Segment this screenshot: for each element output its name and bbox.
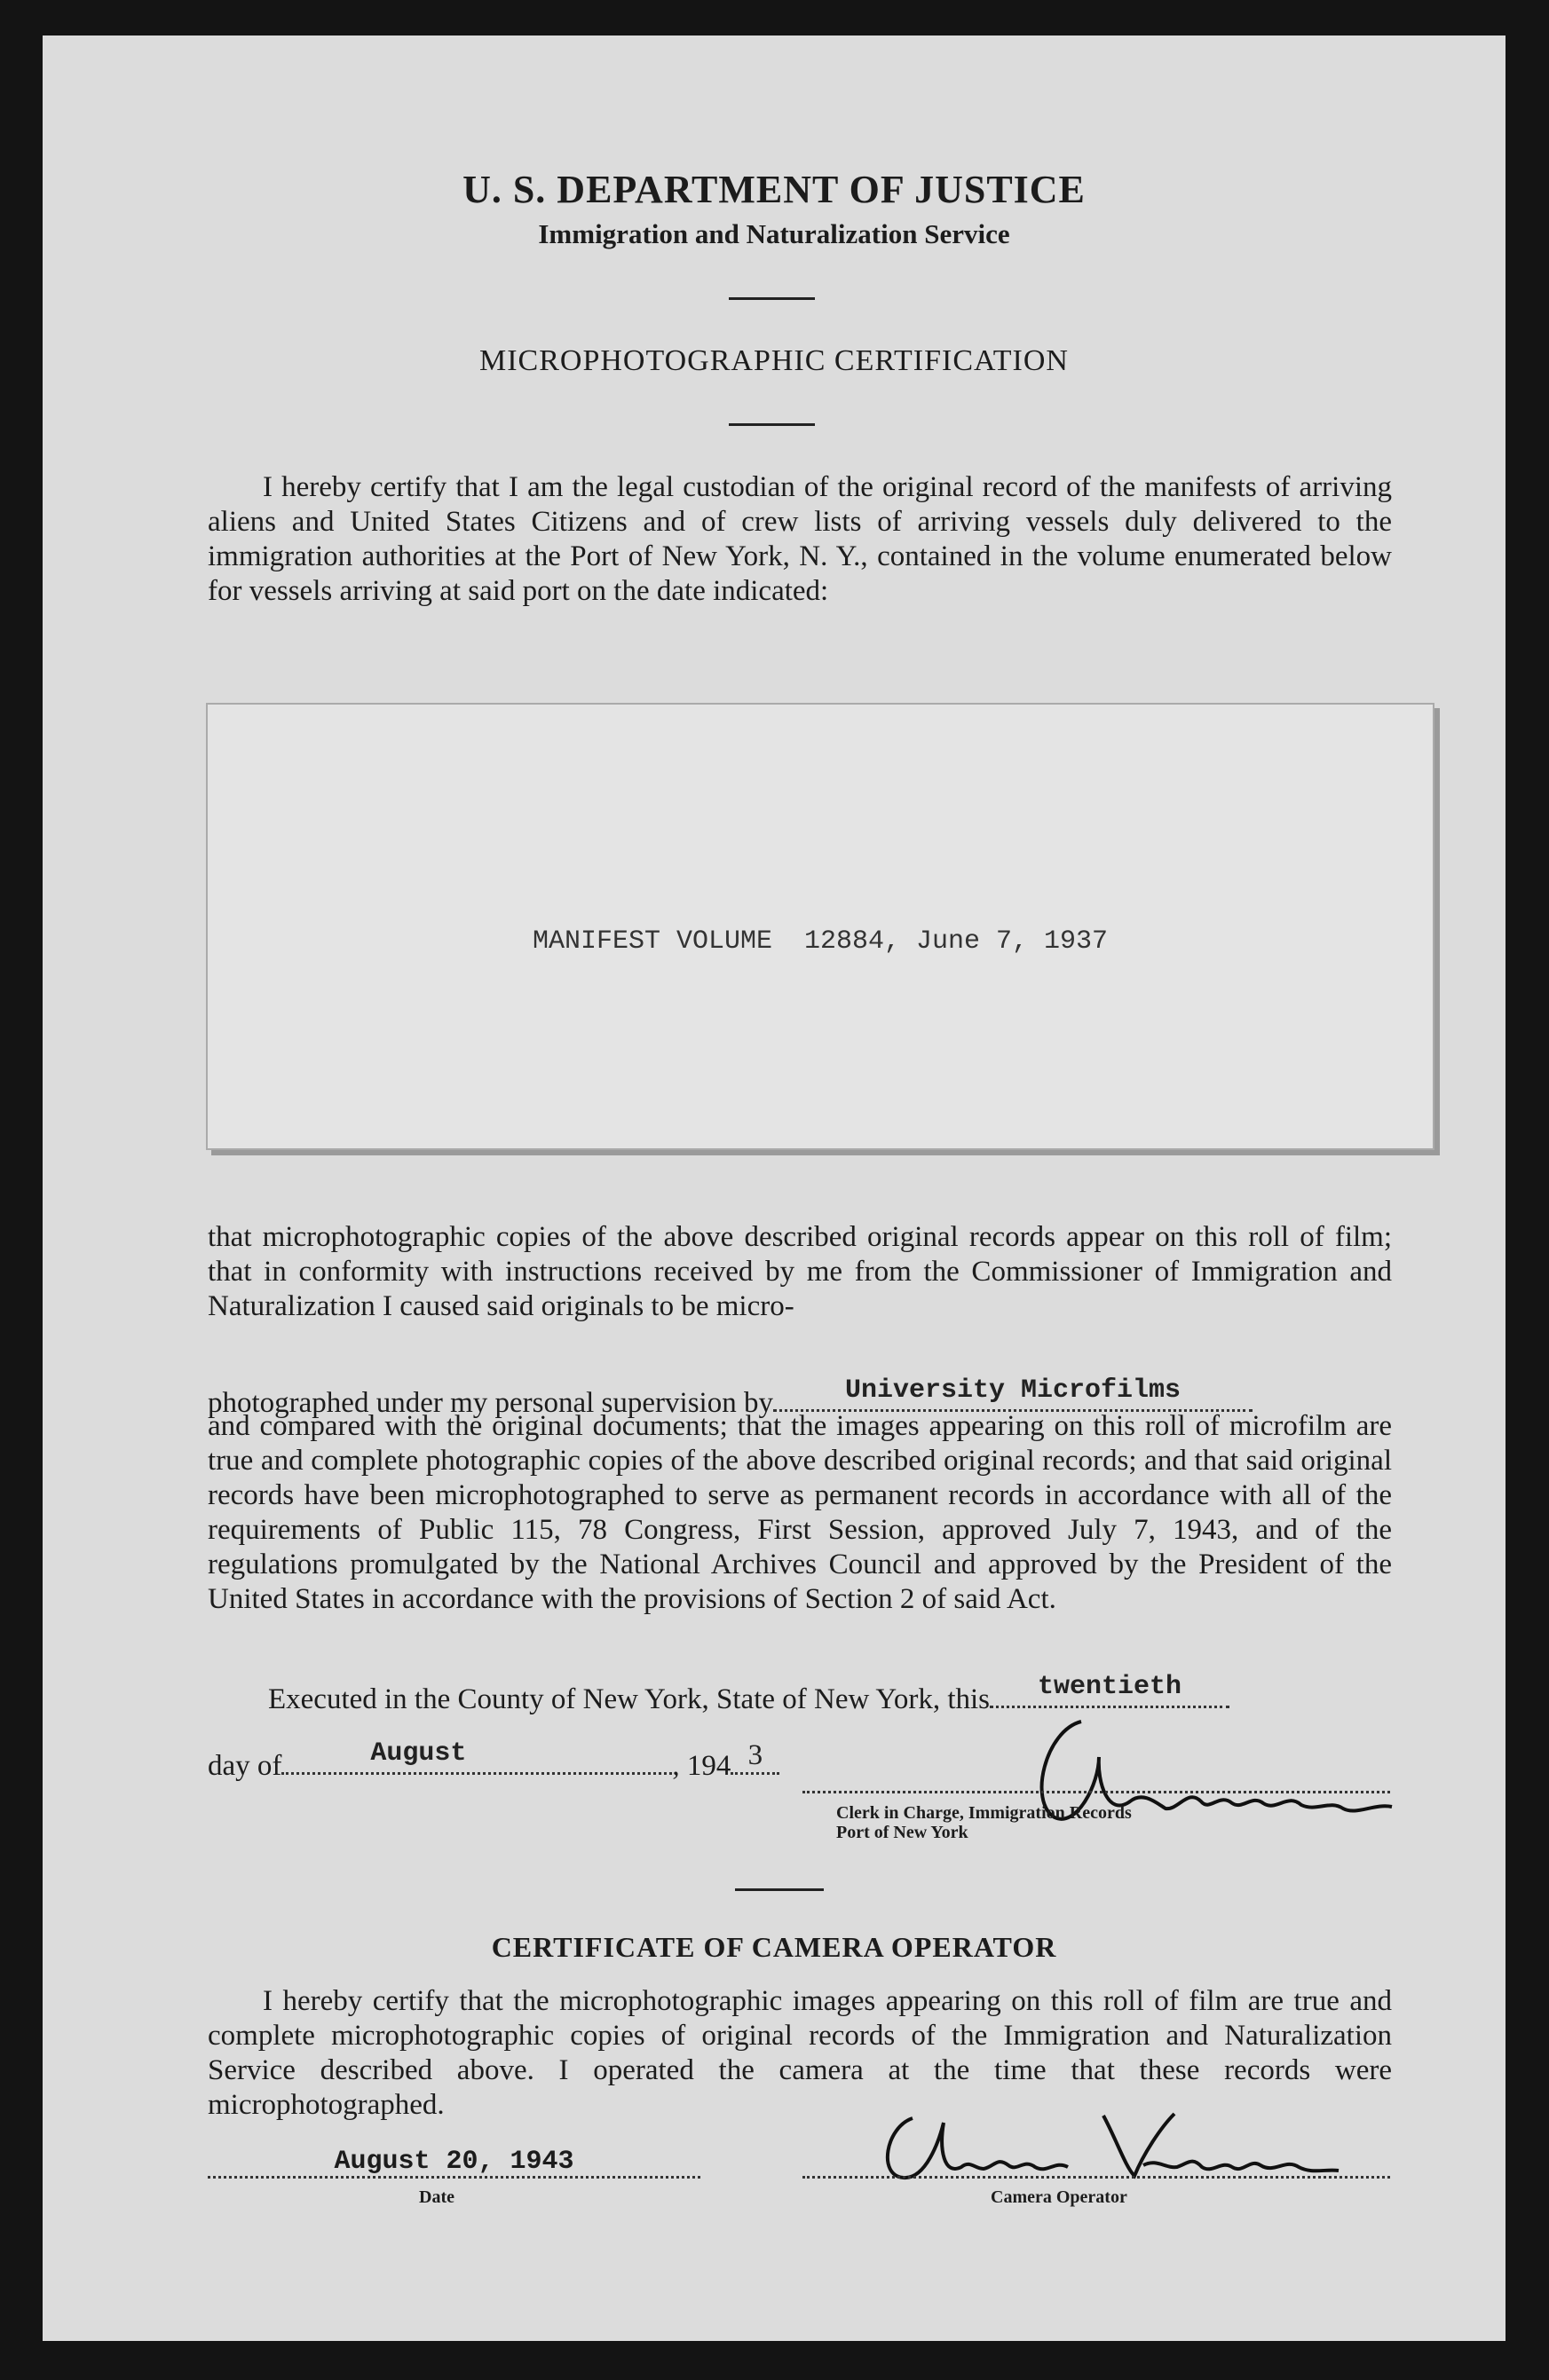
camera-date-value: August 20, 1943: [334, 2147, 574, 2177]
day-of-line: [208, 1738, 779, 1783]
clerk-signature-line: [802, 1791, 1390, 1793]
camera-certificate-title: CERTIFICATE OF CAMERA OPERATOR: [491, 1931, 1057, 1963]
certificate-page: [43, 35, 1506, 2341]
camera-paragraph: I hereby certify that the microphotographic images appearing on this roll of film are true and complete microphotographic copies of original records of the Immigration and Naturalization Service described above. I operated the camera at the time that these records were microphotographed.: [208, 1985, 1392, 2121]
clerk-port: Port of New York: [836, 1823, 968, 1842]
body-paragraph-1: that microphotographic copies of the above described original records appear on this roll of film; that in conformity with instructions received by me from the Commissioner of Immigration and Naturalization I caused said originals to be micro-: [208, 1221, 1392, 1322]
clerk-title: Clerk in Charge, Immigration Records: [836, 1803, 1132, 1823]
year-blank: [731, 1739, 779, 1775]
manifest-card: [206, 703, 1434, 1150]
date-value-line: [208, 2143, 700, 2177]
certification-title: MICROPHOTOGRAPHIC CERTIFICATION: [478, 344, 1069, 377]
month-blank: [281, 1738, 672, 1775]
executed-prefix: Executed in the County of New York, State of New York, this: [268, 1683, 991, 1715]
divider: [735, 1888, 824, 1891]
year-digit: 3: [747, 1739, 763, 1771]
executed-month: August: [370, 1738, 467, 1769]
executed-day: twentieth: [1038, 1672, 1182, 1702]
department-heading: U. S. DEPARTMENT OF JUSTICE: [462, 168, 1086, 211]
intro-paragraph: I hereby certify that I am the legal custodian of the original record of the manifests of arriving aliens and United States Citizens and of crew lists of arriving vessels duly delivered to the immigration authorities at the Port of New York, N. Y., contained in the volume enumerated below for vessels arriving at said port on the date indicated:: [208, 471, 1392, 607]
date-line: [208, 2176, 700, 2179]
date-label: Date: [419, 2187, 454, 2207]
service-subheading: Immigration and Naturalization Service: [538, 218, 1010, 249]
photographer-name: University Microfilms: [844, 1375, 1181, 1406]
camera-operator-line: [802, 2176, 1390, 2179]
photographer-blank: [773, 1375, 1253, 1412]
divider: [729, 423, 815, 426]
divider: [729, 297, 815, 300]
year-prefix: , 194: [672, 1750, 731, 1782]
day-of-label: day of: [208, 1750, 282, 1782]
body-paragraph-2: and compared with the original documents; that the images appearing on this roll of microfilm are true and complete photographic copies of the above described original records; and that said original records have been microphotographed to serve as permanent records in accordance with all of the requirements of Public 115, 78 Congress, First Session, approved July 7, 1943, and of the regulations promulgated by the National Archives Council and approved by the President of the United States in accordance with the provisions of Section 2 of said Act.: [208, 1410, 1392, 1615]
photographed-by-prefix: photographed under my personal supervision by: [208, 1387, 773, 1419]
manifest-volume-text: MANIFEST VOLUME 12884, June 7, 1937: [532, 926, 1109, 957]
camera-operator-label: Camera Operator: [991, 2187, 1127, 2207]
